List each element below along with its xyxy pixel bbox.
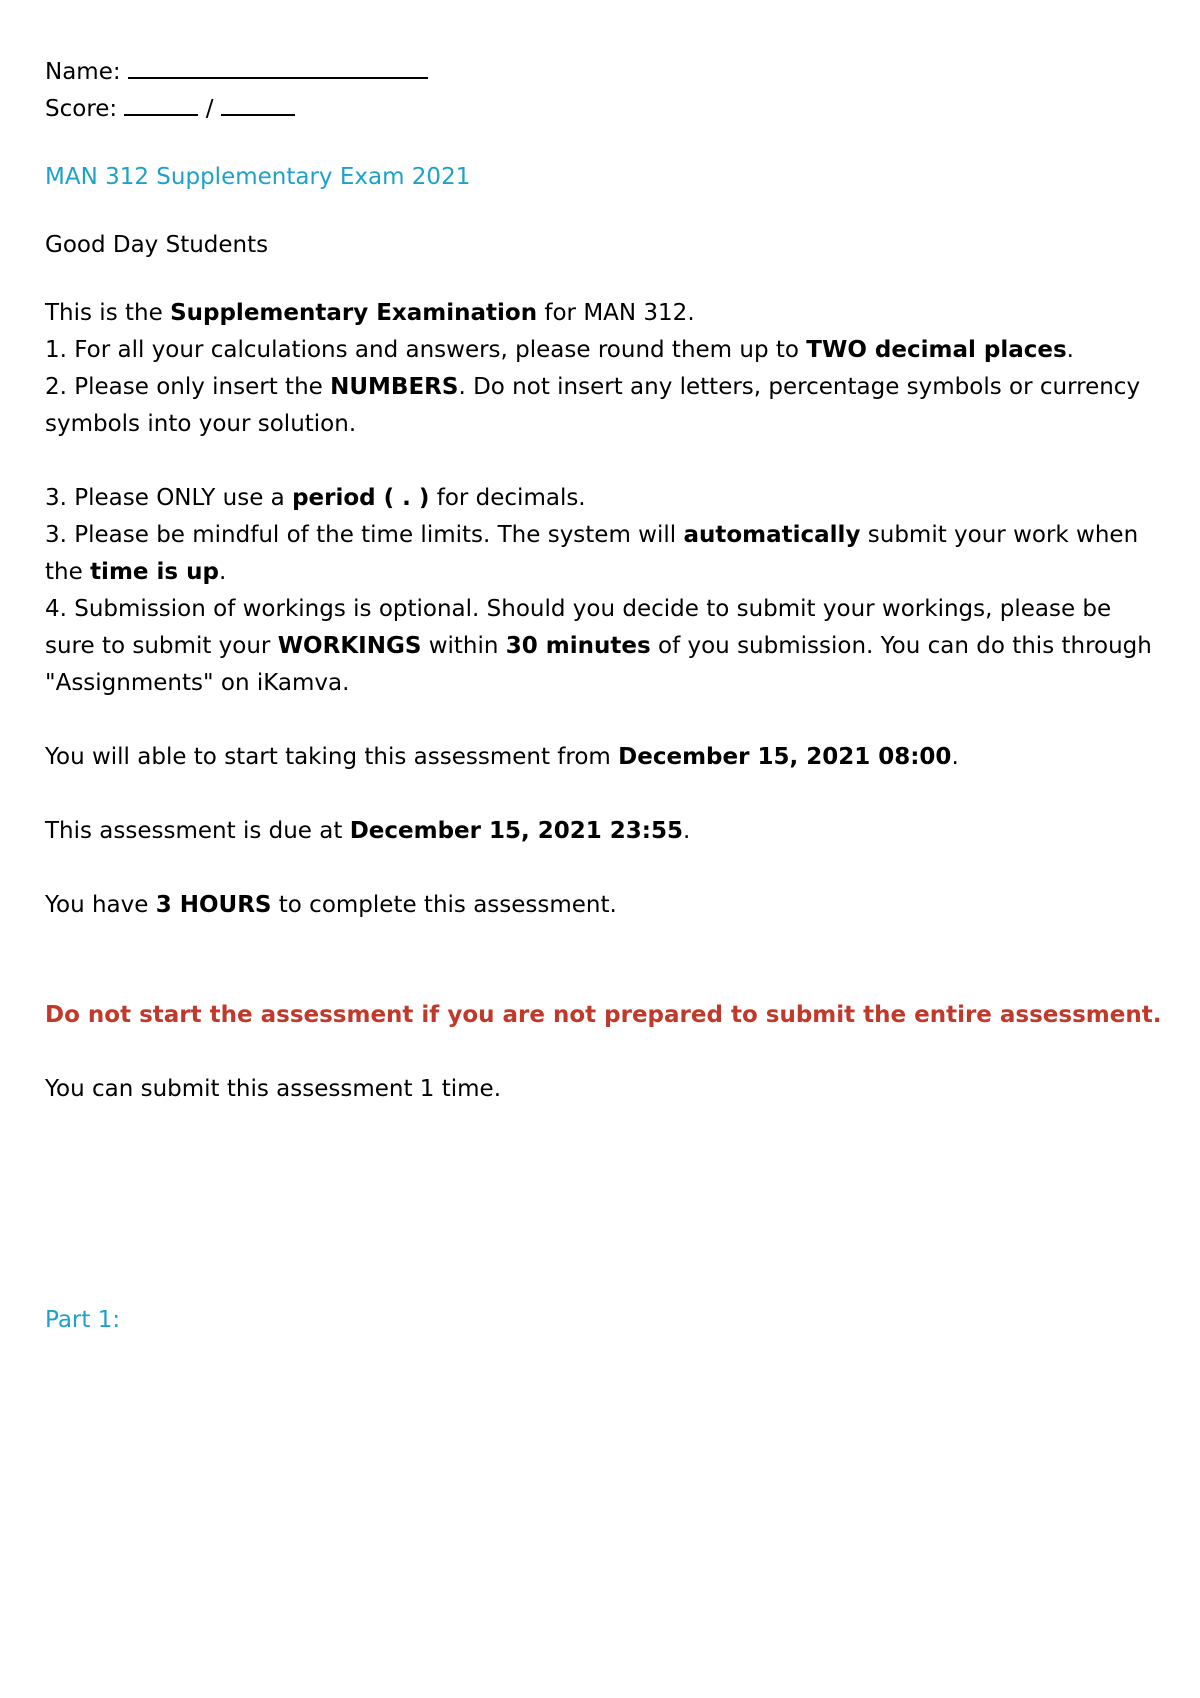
rule-3b-text: 3. Please be mindful of the time limits. The system will	[45, 522, 684, 548]
due-time-value: December 15, 2021 23:55	[349, 818, 683, 844]
intro-text-end: for MAN 312.	[537, 300, 695, 326]
score-total-blank	[221, 92, 295, 116]
score-separator: /	[205, 96, 214, 122]
name-blank	[128, 55, 428, 79]
warning-notice: Do not start the assessment if you are not prepared to submit the entire assessment.	[45, 1002, 1162, 1028]
duration-text: You have	[45, 892, 156, 918]
rule-1-text: 1. For all your calculations and answers, please round them up to	[45, 337, 807, 363]
part-heading: Part 1:	[45, 1307, 121, 1333]
duration-line	[45, 887, 1155, 924]
rule-4	[45, 591, 1155, 702]
name-line	[45, 54, 1155, 91]
intro-bold: Supplementary Examination	[170, 300, 538, 326]
rule-3-text: 3. Please ONLY use a	[45, 485, 293, 511]
rule-3b-text-mid: submit your work when the	[45, 522, 1139, 585]
rule-4-text: 4. Submission of workings is optional. Should you decide to submit your workings, please be sure to submit your	[45, 596, 1112, 659]
rule-1-bold: TWO decimal places	[806, 337, 1067, 363]
greeting: Good Day Students	[45, 232, 269, 258]
duration-value: 3 HOURS	[155, 892, 272, 918]
start-time-text: You will able to start taking this assessment from	[45, 744, 619, 770]
rule-3-text-end: for decimals.	[429, 485, 586, 511]
rule-2-text: 2. Please only insert the	[45, 374, 331, 400]
start-time-line	[45, 739, 1155, 776]
rule-3b-bold: automatically	[683, 522, 861, 548]
attempts-line: You can submit this assessment 1 time.	[45, 1076, 502, 1102]
score-line	[45, 91, 1155, 128]
name-label: Name:	[45, 59, 121, 85]
score-label: Score:	[45, 96, 118, 122]
score-blank	[124, 92, 198, 116]
duration-text-end: to complete this assessment.	[271, 892, 617, 918]
document-body	[45, 54, 1162, 1339]
intro-text: This is the	[45, 300, 171, 326]
rule-2-bold: NUMBERS	[330, 374, 459, 400]
rule-3b-text-end: .	[218, 559, 227, 585]
rule-2-text-end: . Do not insert any letters, percentage symbols or currency symbols into your solution.	[45, 374, 1141, 437]
intro-line	[45, 295, 1155, 332]
rule-4-text-end: of you submission. You can do this through "Assignments" on iKamva.	[45, 633, 1152, 696]
rule-3-bold: period ( . )	[292, 485, 430, 511]
due-time-line	[45, 813, 1155, 850]
rule-4-text-mid: within	[421, 633, 506, 659]
start-time-text-end: .	[951, 744, 959, 770]
rule-3	[45, 480, 1155, 517]
rule-4-bold-2: 30 minutes	[505, 633, 651, 659]
due-time-text-end: .	[683, 818, 691, 844]
page-title: MAN 312 Supplementary Exam 2021	[45, 164, 471, 190]
start-time-value: December 15, 2021 08:00	[618, 744, 952, 770]
rule-2	[45, 369, 1155, 443]
rule-4-bold: WORKINGS	[277, 633, 422, 659]
rule-3b-bold-2: time is up	[90, 559, 219, 585]
rule-1-text-end: .	[1066, 337, 1074, 363]
rule-1	[45, 332, 1155, 369]
rule-3b	[45, 517, 1155, 591]
due-time-text: This assessment is due at	[45, 818, 350, 844]
